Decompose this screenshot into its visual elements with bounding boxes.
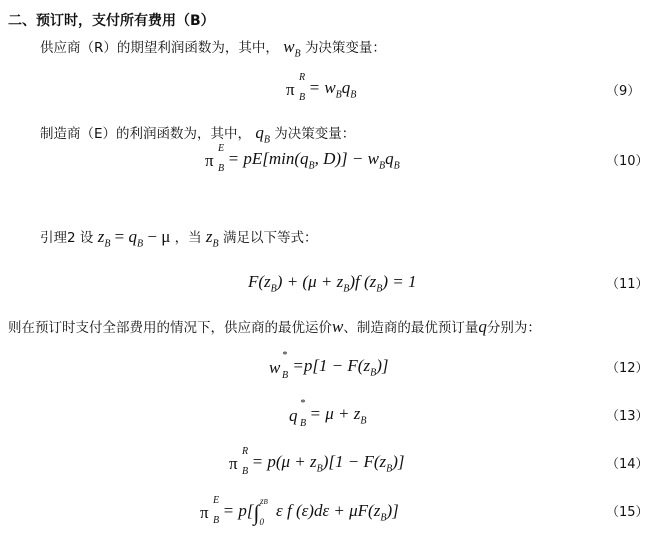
eq15-lhs: [200, 494, 220, 526]
eq9-rhs-sub2: B: [350, 89, 357, 101]
paragraph-supplier-profit: [40, 37, 386, 60]
eq9-lhs: [286, 71, 306, 103]
equation-12-number: （12）: [606, 361, 649, 376]
eq11-s3: B: [376, 283, 383, 295]
paragraph-manufacturer-profit: [40, 123, 356, 146]
p1-text-pre: 供应商（R）的期望利润函数为，其中，: [40, 40, 279, 56]
equation-15-number: （15）: [606, 505, 649, 520]
eq14-b: )[1 − F(z: [322, 452, 387, 471]
eq10-rhs-sub3: B: [393, 160, 400, 172]
eq9-rhs-w: = w: [308, 78, 336, 97]
eq12-sup: *: [282, 349, 287, 361]
equation-15: [200, 494, 399, 527]
eq14-lhs: [229, 445, 249, 477]
eq14-s2: B: [386, 463, 393, 475]
eq10-pi: π: [205, 150, 214, 170]
p2-text-post: 为决策变量：: [274, 126, 356, 142]
eq11-d: ) = 1: [382, 272, 417, 291]
equation-14-number: （14）: [606, 457, 649, 472]
p1-var-wb: [283, 37, 301, 60]
equation-11: [248, 272, 417, 295]
equation-13: [289, 397, 367, 429]
lemma-definition: [97, 227, 171, 250]
result-pre: 则在预订时支付全部费用的情况下，供应商的最优运价: [8, 320, 332, 336]
eq15-sub: B: [213, 514, 220, 526]
p2-var-qb: [255, 123, 270, 146]
eq13-rhs: = μ + z: [309, 404, 361, 423]
lemma-2-statement: [40, 227, 318, 250]
lemma-tail: 满足以下等式：: [222, 230, 318, 246]
eq10-lhs: [205, 142, 225, 174]
result-q: q: [478, 317, 487, 336]
eq13-sup: *: [300, 397, 305, 409]
eq9-pi: π: [286, 79, 295, 99]
lemma-q-sub: B: [137, 238, 144, 250]
eq9-sup: R: [299, 71, 306, 83]
eq10-sub: B: [218, 162, 225, 174]
equation-13-number: （13）: [606, 409, 649, 424]
eq10-rhs-a: = pE[min(q: [227, 149, 309, 168]
equation-9-number: （9）: [606, 84, 641, 99]
eq15-pi: π: [200, 502, 209, 522]
p2-var-sub: B: [263, 134, 270, 146]
eq15-b: ε f (ε)dε + μF(z: [276, 501, 381, 520]
eq12-w: w: [269, 357, 281, 377]
lemma-set: 设: [79, 230, 94, 246]
equation-14: [229, 445, 405, 477]
eq14-sup: R: [242, 445, 249, 457]
eq13-lhs: [289, 397, 307, 429]
eq11-s1: B: [270, 283, 277, 295]
lemma-when: ，当: [174, 230, 202, 246]
eq10-rhs-sub2: B: [378, 160, 386, 172]
equation-12: [269, 349, 389, 381]
eq9-rhs-q: q: [341, 78, 351, 97]
eq15-a: = p[: [222, 501, 254, 520]
eq14-s1: B: [316, 463, 323, 475]
equation-10: [205, 142, 400, 174]
eq12-end: )]: [376, 356, 389, 375]
eq11-c: )f (z: [349, 272, 377, 291]
lemma-z: z: [97, 227, 105, 246]
eq14-c: )]: [392, 452, 405, 471]
result-post: 分别为：: [486, 320, 541, 336]
eq12-sub: B: [282, 369, 289, 381]
p2-var: q: [255, 123, 264, 142]
eq14-a: = p(μ + z: [251, 452, 317, 471]
eq13-rhs-sub: B: [360, 415, 367, 427]
eq15-upper-limit: z: [259, 496, 264, 506]
result-mid: 、制造商的最优预订量: [343, 320, 479, 336]
result-w: w: [332, 317, 344, 336]
eq14-sub: B: [242, 465, 249, 477]
equation-9: [286, 71, 357, 103]
eq11-b: ) + (μ + z: [276, 272, 344, 291]
eq9-sub: B: [299, 91, 306, 103]
p1-text-post: 为决策变量：: [304, 40, 386, 56]
lemma-z-sub: B: [104, 238, 111, 250]
equation-10-number: （10）: [606, 154, 649, 169]
eq15-upper-limit-sub: B: [263, 498, 268, 506]
eq15-sup: E: [213, 494, 220, 506]
lemma-q: q: [128, 227, 138, 246]
p2-text-pre: 制造商（E）的利润函数为，其中，: [40, 126, 252, 142]
eq9-rhs-sub1: B: [335, 89, 342, 101]
eq11-s2: B: [343, 283, 350, 295]
paragraph-optimal-result: [8, 318, 541, 337]
lemma-eq: =: [114, 227, 125, 246]
eq13-q: q: [289, 405, 298, 425]
p1-var-sub: B: [294, 48, 301, 60]
eq10-rhs-sub1: B: [308, 160, 315, 172]
lemma-zb-sub: B: [212, 238, 219, 250]
eq12-rhs: =p[1 − F(z: [292, 356, 371, 375]
eq15-c: )]: [386, 501, 399, 520]
eq12-lhs: [269, 349, 289, 381]
eq15-integral-sign: ∫: [253, 500, 260, 525]
eq15-lower-limit: 0: [259, 517, 264, 527]
lemma-zb-z: z: [205, 227, 213, 246]
eq15-s1: B: [380, 512, 387, 524]
equation-11-number: （11）: [606, 277, 649, 292]
eq12-rhs-sub: B: [370, 367, 377, 379]
eq11-a: F(z: [248, 272, 271, 291]
eq13-sub: B: [300, 417, 307, 429]
lemma-minus-mu: − μ: [147, 227, 171, 246]
lemma-label: 引理2: [40, 230, 76, 246]
p1-var: w: [283, 37, 295, 56]
eq10-sup: E: [218, 142, 225, 154]
eq10-rhs-b: , D)] − w: [314, 149, 379, 168]
lemma-zb: [205, 227, 219, 250]
eq14-pi: π: [229, 453, 238, 473]
eq10-rhs-c: q: [385, 149, 394, 168]
section-heading: 二、预订时，支付所有费用（B）: [8, 13, 215, 29]
